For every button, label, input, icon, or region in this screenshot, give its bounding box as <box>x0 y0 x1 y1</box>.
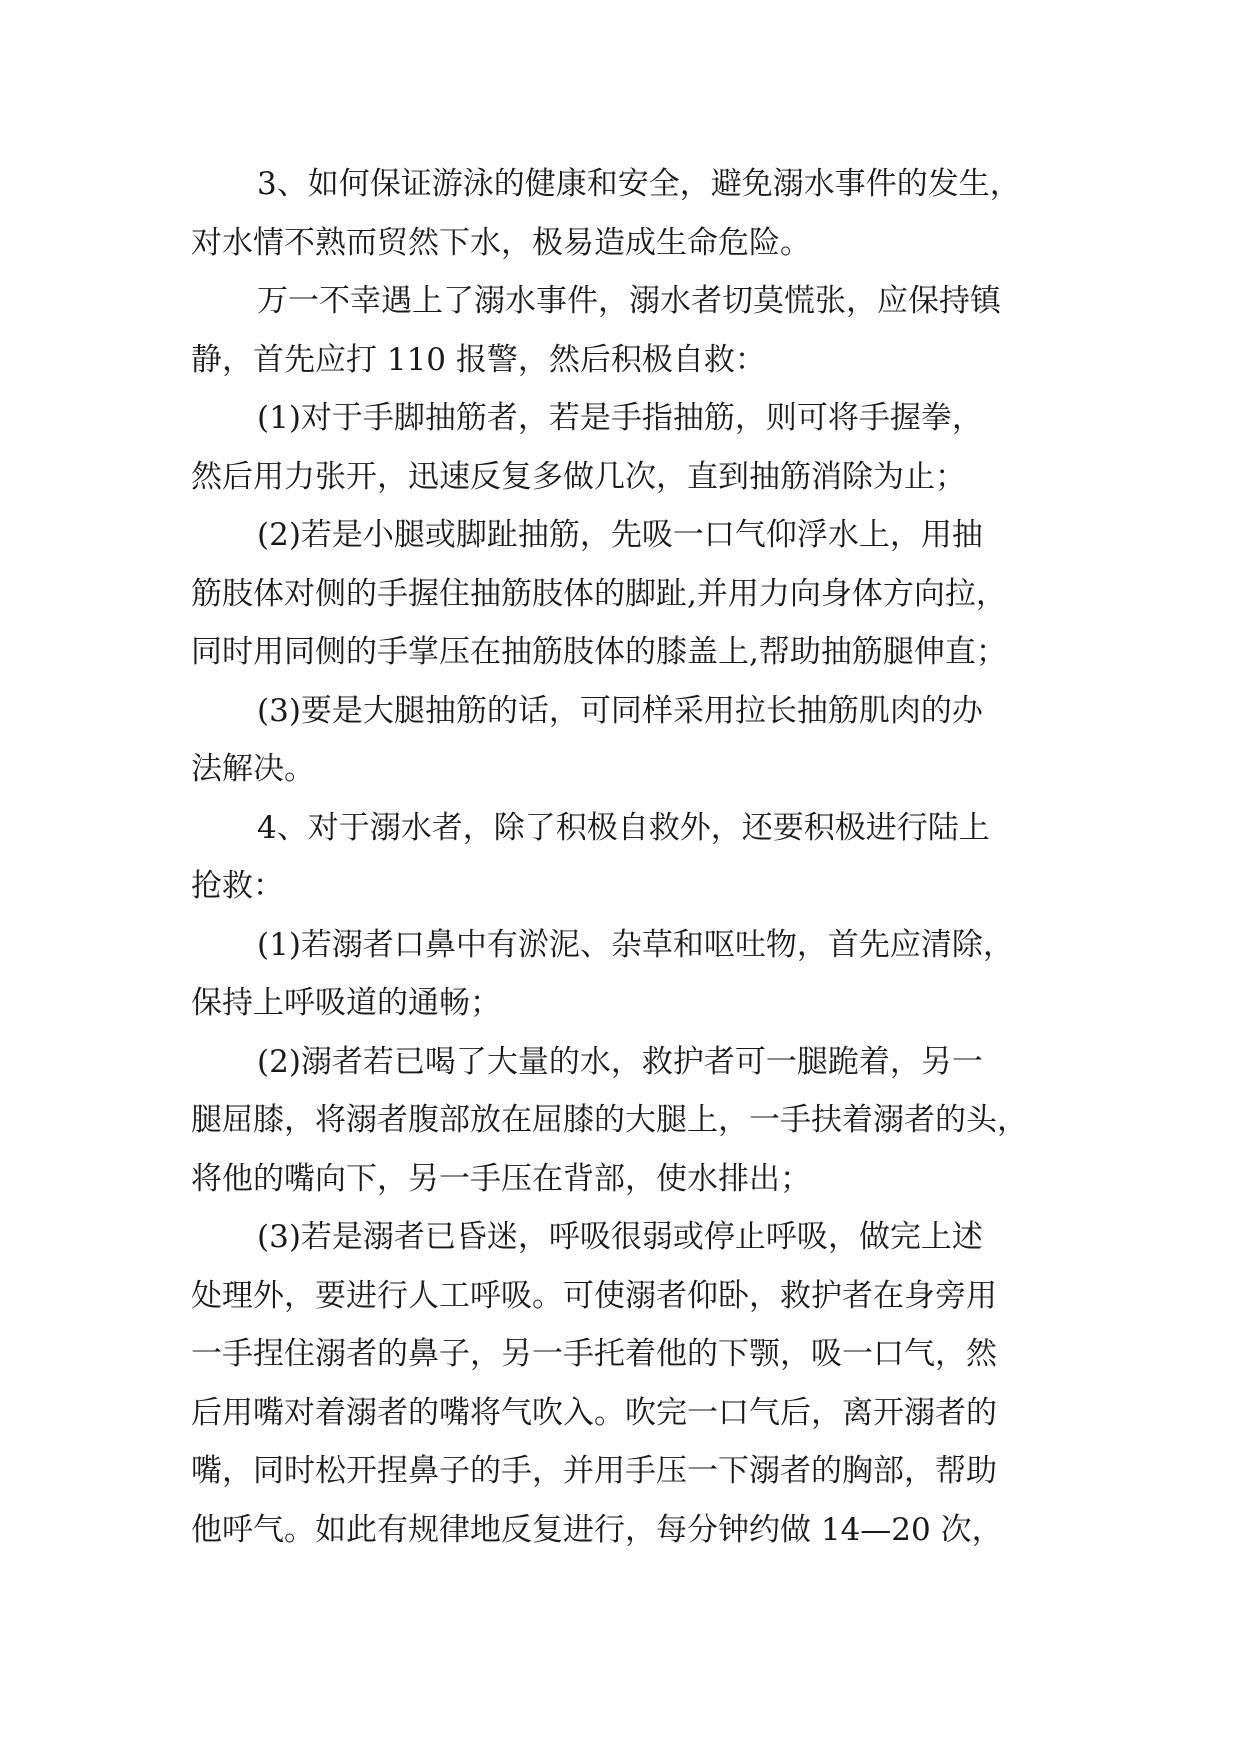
text-line: (2)溺者若已喝了大量的水，救护者可一腿跪着，另一 <box>257 1043 983 1080</box>
text-line: 他呼气。如此有规律地反复进行，每分钟约做 14—20 次， <box>191 1511 1003 1548</box>
text-line: (3)要是大腿抽筋的话，可同样采用拉长抽筋肌肉的办 <box>257 692 983 729</box>
text-line: 后用嘴对着溺者的嘴将气吹入。吹完一口气后，离开溺者的 <box>191 1394 997 1431</box>
text-line: 万一不幸遇上了溺水事件，溺水者切莫慌张，应保持镇 <box>257 283 1001 319</box>
text-line: 保持上呼吸道的通畅； <box>191 985 501 1021</box>
text-line: 一手捏住溺者的鼻子，另一手托着他的下颚，吸一口气，然 <box>191 1336 997 1372</box>
text-line: 嘴，同时松开捏鼻子的手，并用手压一下溺者的胸部，帮助 <box>191 1453 997 1489</box>
text-line: 腿屈膝，将溺者腹部放在屈膝的大腿上，一手扶着溺者的头， <box>191 1102 1028 1138</box>
text-line: 同时用同侧的手掌压在抽筋肢体的膝盖上,帮助抽筋腿伸直； <box>191 634 1007 670</box>
text-line: 对水情不熟而贸然下水，极易造成生命危险。 <box>191 224 811 261</box>
text-line: 抢救： <box>191 868 284 904</box>
text-line: 静，首先应打 110 报警，然后积极自救： <box>191 341 766 378</box>
text-line: 法解决。 <box>191 751 315 787</box>
text-line: (1)对于手脚抽筋者，若是手指抽筋，则可将手握拳， <box>257 400 983 436</box>
text-line: 3、如何保证游泳的健康和安全，避免溺水事件的发生， <box>257 166 1021 202</box>
text-line: 处理外，要进行人工呼吸。可使溺者仰卧，救护者在身旁用 <box>191 1277 997 1314</box>
text-line: 4、对于溺水者，除了积极自救外，还要积极进行陆上 <box>257 809 990 846</box>
text-line: (2)若是小腿或脚趾抽筋，先吸一口气仰浮水上，用抽 <box>257 517 983 553</box>
text-line: (3)若是溺者已昏迷，呼吸很弱或停止呼吸，做完上述 <box>257 1219 983 1255</box>
text-line: 将他的嘴向下，另一手压在背部，使水排出； <box>191 1160 811 1197</box>
text-line: (1)若溺者口鼻中有淤泥、杂草和呕吐物，首先应清除， <box>257 926 1014 963</box>
text-line: 然后用力张开，迅速反复多做几次，直到抽筋消除为止； <box>191 458 966 495</box>
document-body <box>191 155 1056 1559</box>
text-line: 筋肢体对侧的手握住抽筋肢体的脚趾,并用力向身体方向拉， <box>191 575 1007 612</box>
